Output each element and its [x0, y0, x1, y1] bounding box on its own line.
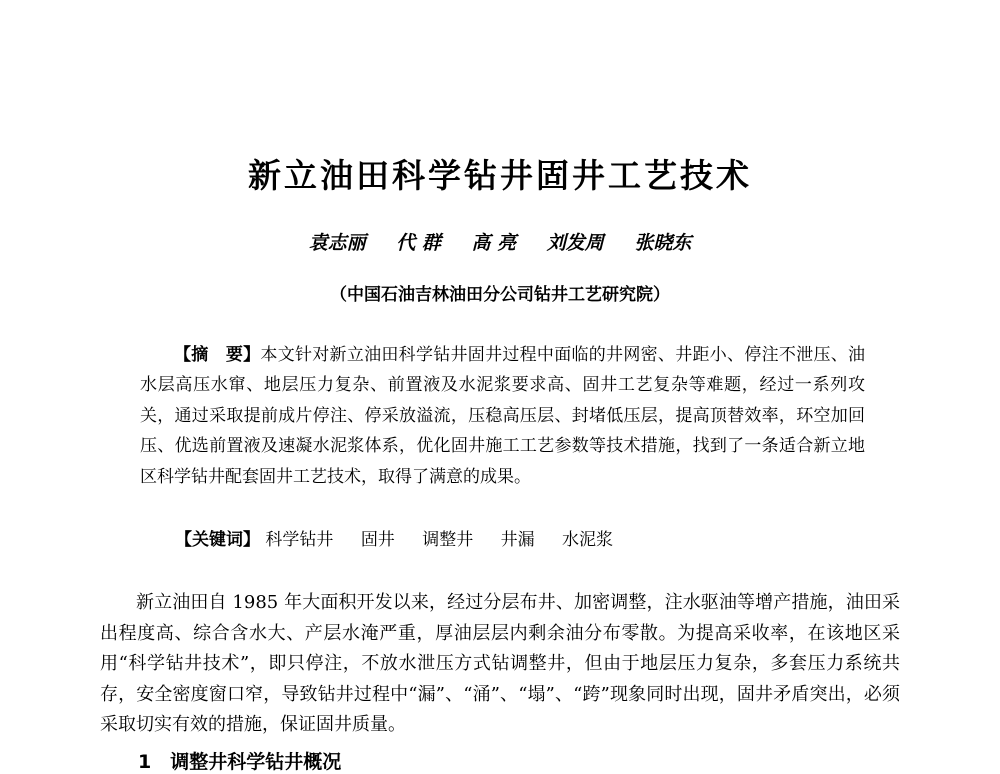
keyword: 调整井 — [422, 530, 474, 550]
author-name: 刘发周 — [546, 232, 604, 254]
author-name: 高 亮 — [471, 232, 517, 254]
paper-title: 新立油田科学钻井固井工艺技术 — [248, 156, 752, 195]
author-name: 张晓东 — [634, 232, 692, 254]
author-name: 代 群 — [396, 232, 441, 254]
abstract-label: 【摘 要】 — [174, 345, 261, 365]
section-heading: 1 调整井科学钻井概况 — [138, 751, 342, 773]
author-list — [0, 228, 1000, 255]
body-paragraph: 新立油田自 1985 年大面积开发以来，经过分层布井、加密调整，注水驱油等增产措施，油田采出程度高、综合含水大、产层水淹严重，厚油层层内剩余油分布零散。为提高采收率，在该地区采用“科学钻井技术”，即只停注，不放水泄压方式钻调整井，但由于地层压力复杂，多套压力系统共存，安全密度窗口窄，导致钻井过程中“漏”、“涌”、“塌”、“跨”现象同时出现，固井矛盾突出，必须采取切实有效的措施，保证固井质量。 — [100, 592, 900, 736]
keyword: 科学钻井 — [265, 530, 334, 550]
keyword: 井漏 — [500, 530, 535, 550]
affiliation: （中国石油吉林油田分公司钻井工艺研究院） — [330, 285, 670, 305]
keywords — [175, 525, 635, 550]
abstract — [140, 340, 865, 492]
keyword: 水泥浆 — [562, 530, 614, 550]
author-name: 袁志丽 — [308, 232, 366, 254]
keyword: 固井 — [360, 530, 395, 550]
abstract-text: 本文针对新立油田科学钻井固井过程中面临的井网密、井距小、停注不泄压、油水层高压水窜、地层压力复杂、前置液及水泥浆要求高、固井工艺复杂等难题，经过一系列攻关，通过采取提前成片停注、停采放溢流，压稳高压层、封堵低压层，提高顶替效率，环空加回压、优选前置液及速凝水泥浆体系，优化固井施工工艺参数等技术措施，找到了一条适合新立地区科学钻井配套固井工艺技术，取得了满意的成果。 — [140, 345, 866, 487]
keywords-label: 【关键词】 — [175, 530, 260, 550]
